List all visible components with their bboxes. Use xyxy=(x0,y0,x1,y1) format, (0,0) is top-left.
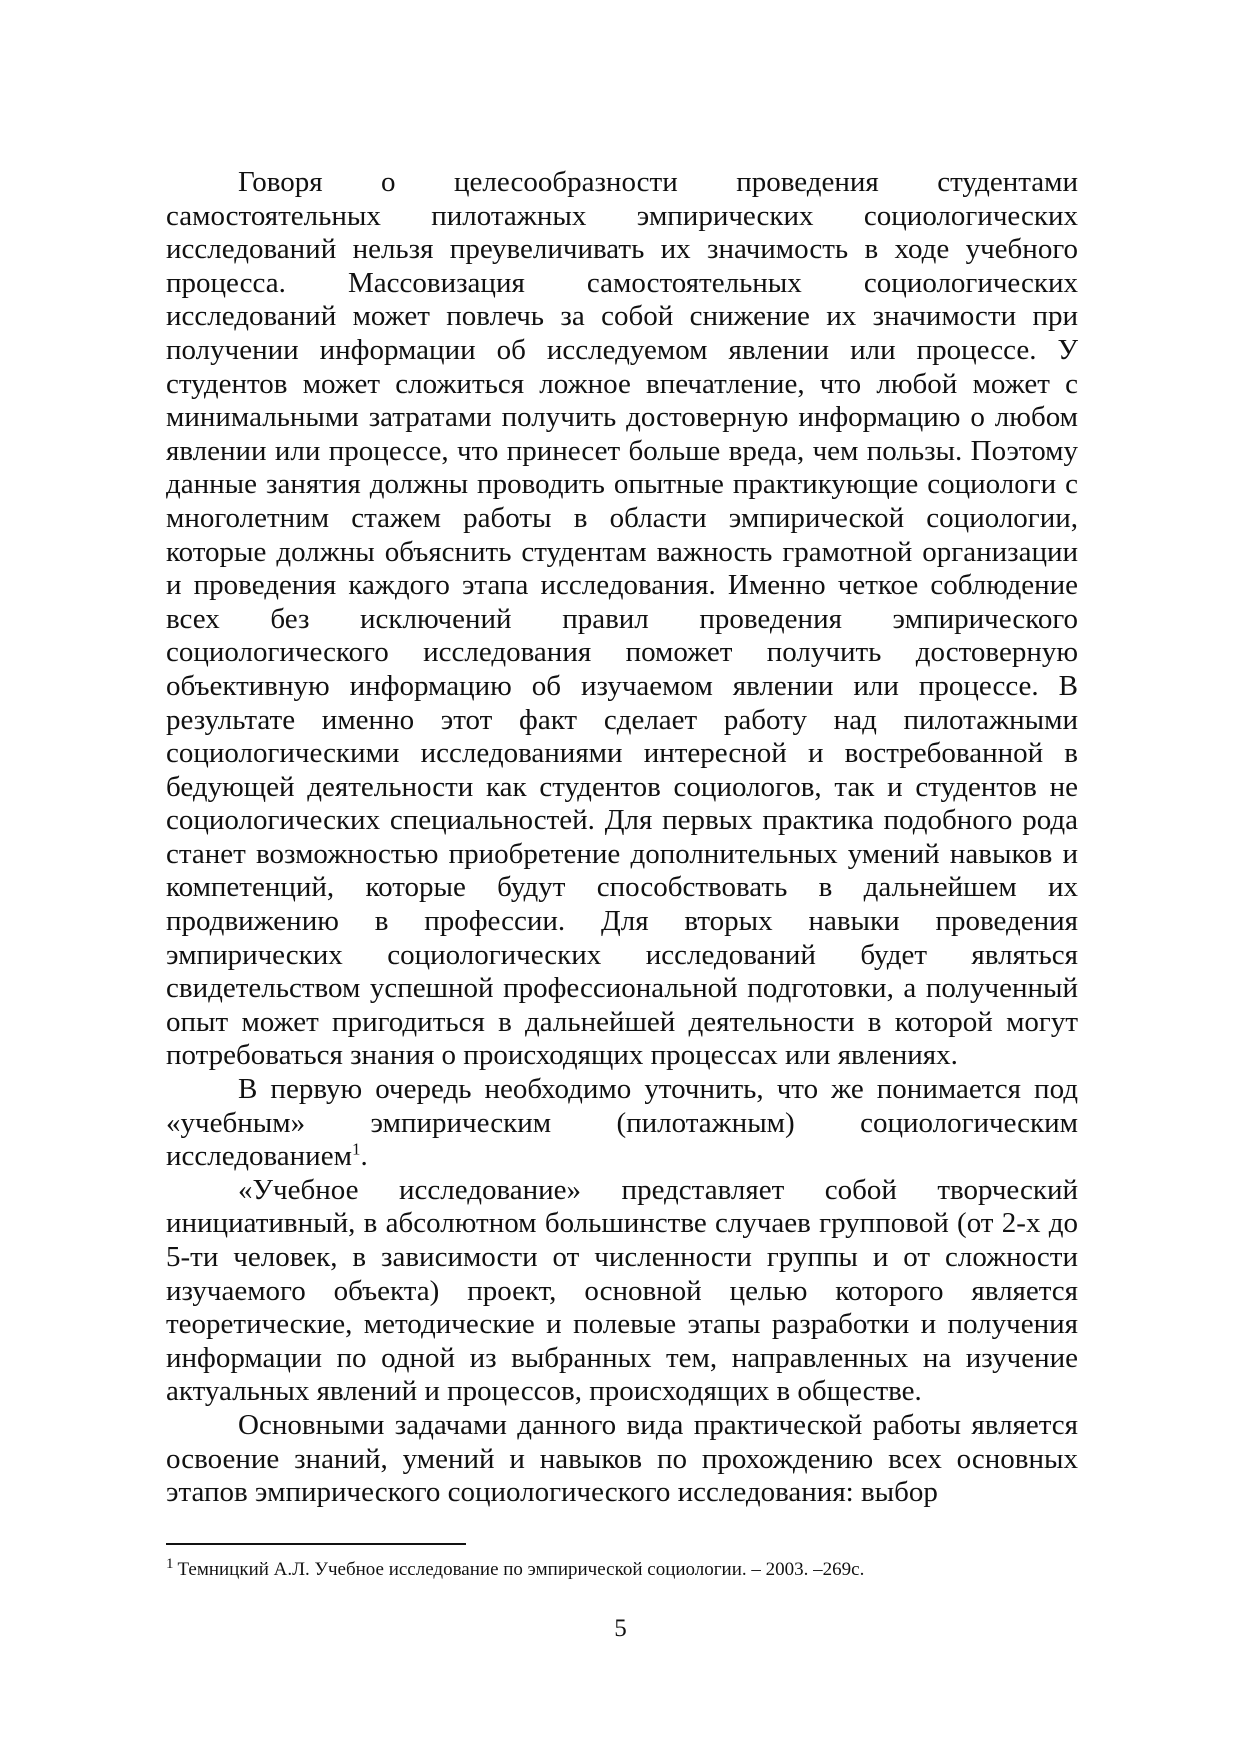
paragraph-2-text: В первую очередь необходимо уточнить, что же понимается под «учебным» эмпирическим (пилотажным) социологическим исследованием xyxy=(166,1073,1078,1173)
footnote-reference[interactable]: 1 xyxy=(351,1139,361,1159)
footnote-divider xyxy=(166,1543,466,1545)
paragraph-1: Говоря о целесообразности проведения студентами самостоятельных пилотажных эмпирических социологических исследований нельзя преувеличивать их значимость в ходе учебного процесса. Массовизация самостоятельных социологических исследований может повлечь за собой снижение их значимости при получении информации об исследуемом явлении или процессе. У студентов может сложиться ложное впечатление, что любой может с минимальными затратами получить достоверную информацию о любом явлении или процессе, что принесет больше вреда, чем пользы. Поэтому данные занятия должны проводить опытные практикующие социологи с многолетним стажем работы в области эмпирической социологии, которые должны объяснить студентам важность грамотной организации и проведения каждого этапа исследования. Именно четкое соблюдение всех без исключений правил проведения эмпирического социологического исследования поможет получить достоверную объективную информацию об изучаемом явлении или процессе. В результате именно этот факт сделает работу над пилотажными социологическими исследованиями интересной и востребованной в бедующей деятельности как студентов социологов, так и студентов не социологических специальностей. Для первых практика подобного рода станет возможностью приобретение дополнительных умений навыков и компетенций, которые будут способствовать в дальнейшем их продвижению в профессии. Для вторых навыки проведения эмпирических социологических исследований будет являться свидетельством успешной профессиональной подготовки, а полученный опыт может пригодиться в дальнейшей деятельности в которой могут потребоваться знания о происходящих процессах или явлениях. xyxy=(166,166,1078,1072)
footnote xyxy=(166,1555,1078,1582)
paragraph-4: Основными задачами данного вида практической работы является освоение знаний, умений и навыков по прохождению всех основных этапов эмпирического социологического исследования: выбор xyxy=(166,1408,1078,1509)
footnote-marker: 1 xyxy=(166,1555,174,1572)
page-number: 5 xyxy=(614,1615,627,1642)
body-text xyxy=(166,166,1078,1510)
paragraph-2 xyxy=(166,1073,1078,1174)
paragraph-2-end: . xyxy=(360,1140,368,1173)
paragraph-3: «Учебное исследование» представляет собой творческий инициативный, в абсолютном большинстве случаев групповой (от 2-х до 5-ти человек, в зависимости от численности группы и от сложности изучаемого объекта) проект, основной целью которого является теоретические, методические и полевые этапы разработки и получения информации по одной из выбранных тем, направленных на изучение актуальных явлений и процессов, происходящих в обществе. xyxy=(166,1173,1078,1408)
footnote-text: Темницкий А.Л. Учебное исследование по эмпирической социологии. – 2003. –269с. xyxy=(177,1559,865,1580)
